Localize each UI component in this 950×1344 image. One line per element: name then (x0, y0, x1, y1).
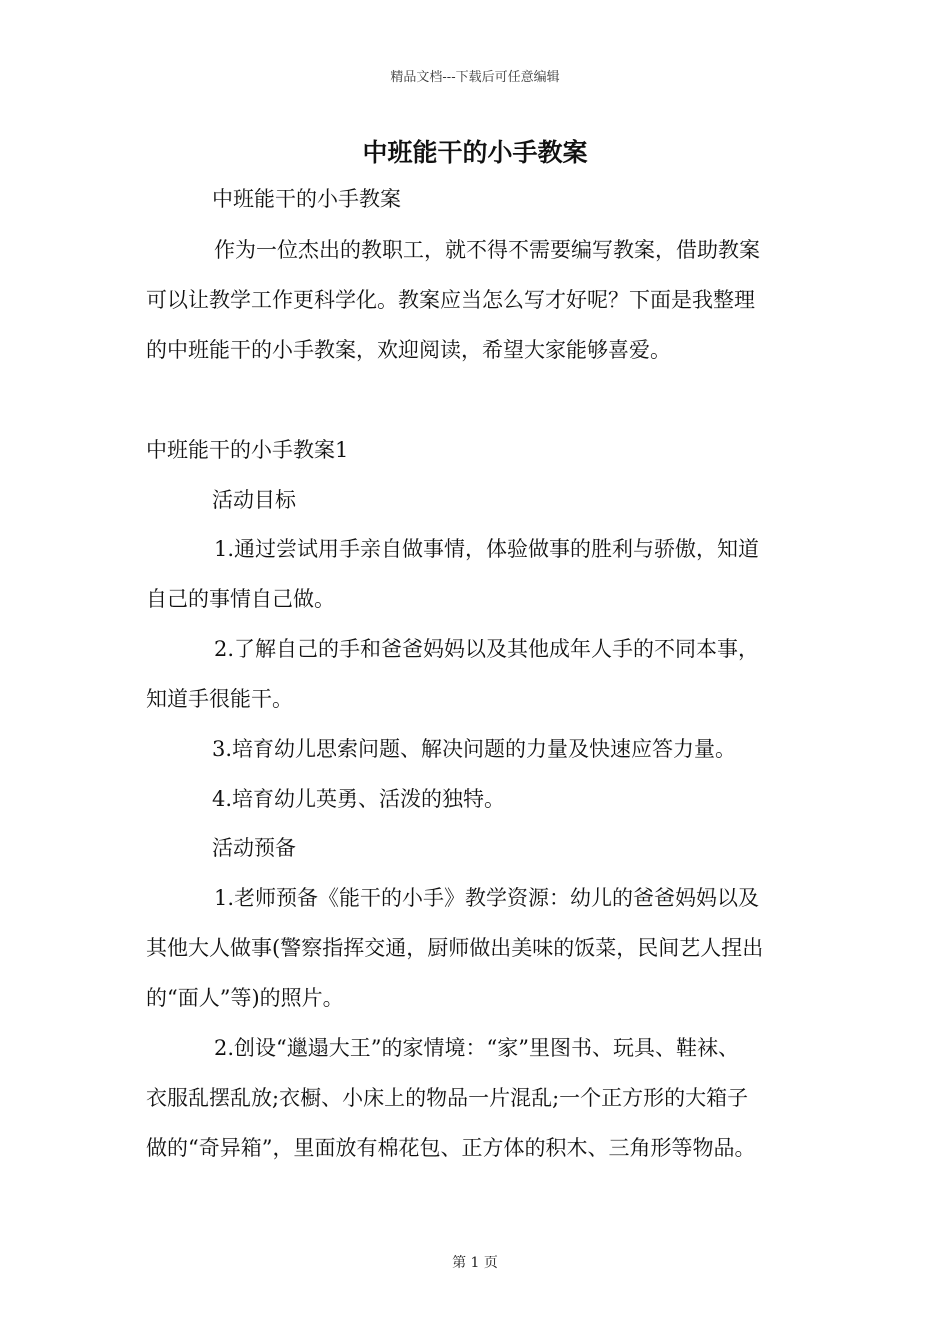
subsection-heading: 活动目标 (212, 488, 296, 512)
paragraph-line: 的中班能干的小手教案，欢迎阅读，希望大家能够喜爱。 (146, 338, 671, 362)
page-number: 第 1 页 (452, 1255, 498, 1271)
header-note: 精品文档---下载后可任意编辑 (390, 70, 560, 85)
paragraph-line: 2.了解自己的手和爸爸妈妈以及其他成年人手的不同本事， (214, 637, 760, 661)
paragraph-line: 2.创设“邋遢大王”的家情境：“家”里图书、玩具、鞋袜、 (214, 1036, 739, 1060)
paragraph-line: 可以让教学工作更科学化。教案应当怎么写才好呢？下面是我整理 (146, 288, 755, 312)
paragraph-line: 知道手很能干。 (146, 687, 293, 711)
paragraph-line: 做的“奇异箱”，里面放有棉花包、正方体的积木、三角形等物品。 (146, 1136, 756, 1160)
document-title: 中班能干的小手教案 (362, 138, 588, 167)
subtitle-line: 中班能干的小手教案 (212, 187, 401, 211)
paragraph-line: 的“面人”等)的照片。 (146, 986, 344, 1010)
paragraph-line: 4.培育幼儿英勇、活泼的独特。 (212, 787, 506, 811)
paragraph-line: 作为一位杰出的教职工，就不得不需要编写教案，借助教案 (214, 238, 760, 262)
section-heading: 中班能干的小手教案1 (146, 438, 349, 462)
paragraph-line: 自己的事情自己做。 (146, 587, 335, 611)
paragraph-line: 其他大人做事(警察指挥交通，厨师做出美味的饭菜，民间艺人捏出 (146, 936, 764, 960)
subsection-heading: 活动预备 (212, 836, 296, 860)
paragraph-line: 衣服乱摆乱放;衣橱、小床上的物品一片混乱;一个正方形的大箱子 (146, 1086, 749, 1110)
paragraph-line: 3.培育幼儿思索问题、解决问题的力量及快速应答力量。 (212, 737, 737, 761)
paragraph-line: 1.通过尝试用手亲自做事情，体验做事的胜利与骄傲，知道 (214, 537, 760, 561)
paragraph-line: 1.老师预备《能干的小手》教学资源：幼儿的爸爸妈妈以及 (214, 886, 760, 910)
